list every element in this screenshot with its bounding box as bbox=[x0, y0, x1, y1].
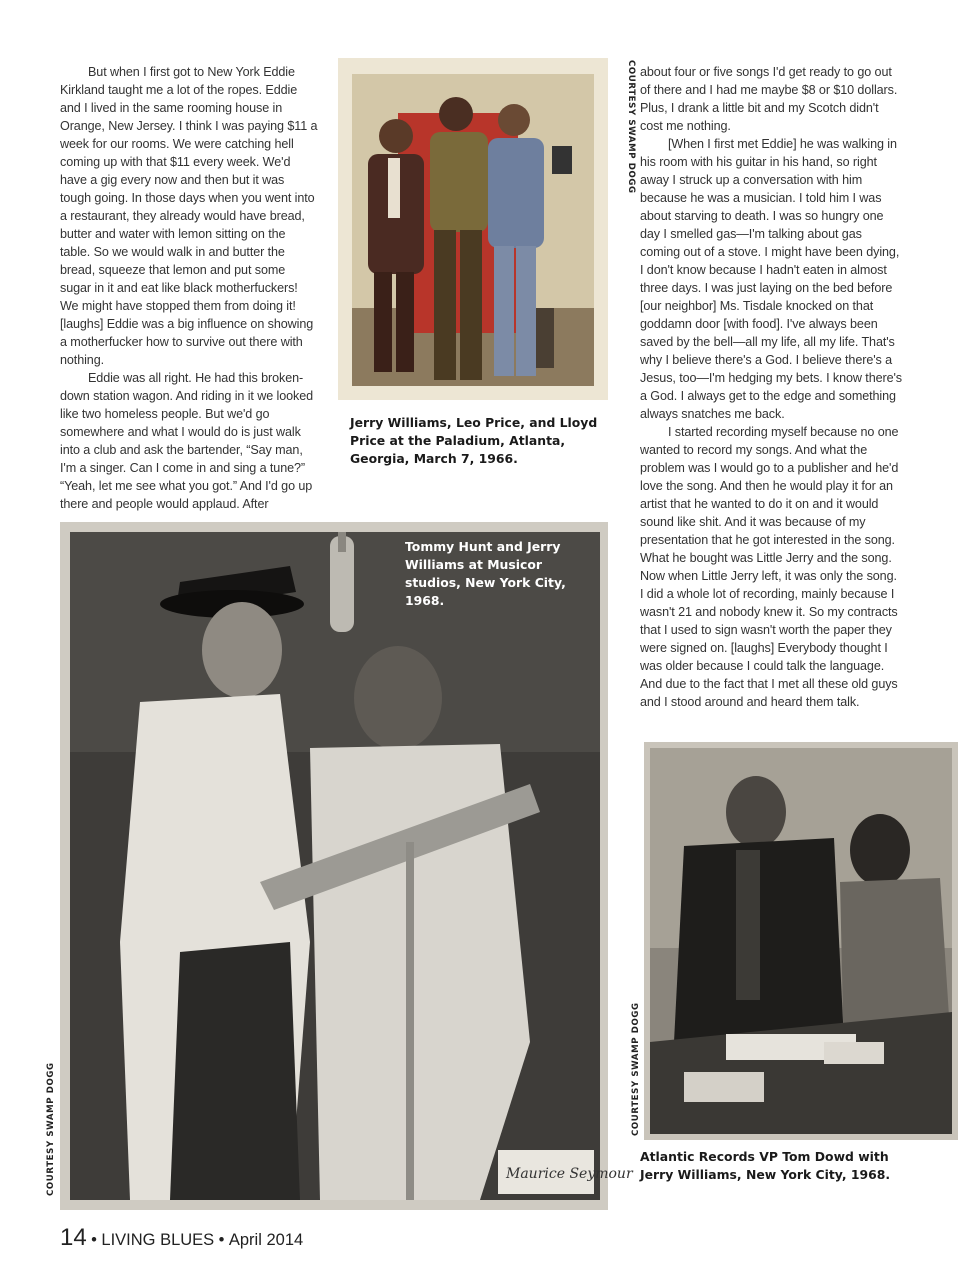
footer-separator: • bbox=[218, 1231, 225, 1249]
musicor-photo-art bbox=[60, 522, 633, 1210]
article-paragraph: I started recording myself because no one wanted to record my songs. And what the problem was I would go to a publisher and he'd love the song. And then he would play it for an artist that he wanted to do it on and it would sound like shit. And it was because of my presentation that he got interested in the song. What he bought was Little Jerry and the song. Now when Little Jerry left, it was only the song. I did a whole lot of recording, mainly because I wasn't 21 and nobody knew it. So my contracts that I used to sign wasn't worth the paper they were signed on. [laughs] Everybody thought I was older because I could talk the language. And due to the fact that I met all these old guys and I stood around and heard them talk. bbox=[640, 425, 899, 709]
article-paragraph: Eddie was all right. He had this broken-down station wagon. And riding in it we looked like two homeless people. But we'd go somewhere and what I would do is just walk into a club and ask the bartender, “Say man, I'm a singer. Can I come in and sing a tune?” “Yeah, let me see what you got.” And I'd go up there and people would applaud. After bbox=[60, 371, 314, 511]
atlantic-photo-caption: Atlantic Records VP Tom Dowd with Jerry Williams, New York City, 1968. bbox=[640, 1149, 891, 1182]
article-left-column bbox=[60, 63, 318, 513]
paladium-photo-credit: COURTESY SWAMP DOGG bbox=[626, 60, 636, 194]
footer-separator: • bbox=[91, 1231, 97, 1249]
article-paragraph: [When I first met Eddie] he was walking in his room with his guitar in his hand, so right away I struck up a conversation with him because he was a musician. I told him I was about starving to death. I was so hungry one day I smelled gas—I'm talking about gas coming out of a stove. I might have been dying, I don't know because I hadn't eaten in almost three days. I was just laying on the bed before [our neighbor] Ms. Tisdale knocked on that goddamn door [with food]. I've always been saved by the bell—all my life, all my life. That's why I believe there's a God. I believe there's a Jesus, too—I'm hedging my bets. I know there's a God. I always get to the edge and something always snatches me back. bbox=[640, 137, 903, 421]
photographer-signature: Maurice Seymour bbox=[506, 1166, 633, 1182]
page-footer bbox=[60, 1224, 303, 1254]
page-number: 14 bbox=[60, 1224, 87, 1251]
article-paragraph: But when I first got to New York Eddie Kirkland taught me a lot of the ropes. Eddie and I lived in the same rooming house in Orange, New Jersey. I think I was paying $11 a week for our rooms. We were catching hell coming up with that $11 every week. We'd have a gig every now and then but it was tough going. In those days when you went into a restaurant, they already would have bread, butter and water with lemon sitting on the table. So we would walk in and butter the bread, squeeze that lemon and put some sugar in it and eat like black motherfuckers! We might have stopped them from doing it! [laughs] Eddie was a big influence on showing a motherfucker how to survive out there with nothing. bbox=[60, 65, 318, 367]
issue-date: April 2014 bbox=[228, 1231, 304, 1249]
article-right-column bbox=[640, 63, 902, 711]
musicor-photo bbox=[60, 522, 633, 1210]
paladium-photo-caption: Jerry Williams, Leo Price, and Lloyd Price at the Paladium, Atlanta, Georgia, March 7, 1966. bbox=[350, 415, 598, 466]
atlantic-photo-art bbox=[644, 742, 958, 1140]
publication-name: LIVING BLUES bbox=[101, 1231, 215, 1249]
paladium-photo bbox=[338, 58, 608, 400]
musicor-photo-credit: COURTESY SWAMP DOGG bbox=[46, 1062, 56, 1196]
article-paragraph: about four or five songs I'd get ready to go out of there and I had me maybe $8 or $10 dollars. Plus, I drank a little bit and my Scotch didn't cost me nothing. bbox=[640, 65, 898, 133]
atlantic-photo-credit: COURTESY SWAMP DOGG bbox=[631, 1002, 641, 1136]
paladium-photo-art bbox=[338, 58, 608, 400]
musicor-photo-caption: Tommy Hunt and Jerry Williams at Musicor studios, New York City, 1968. bbox=[405, 539, 566, 608]
atlantic-photo bbox=[644, 742, 958, 1140]
